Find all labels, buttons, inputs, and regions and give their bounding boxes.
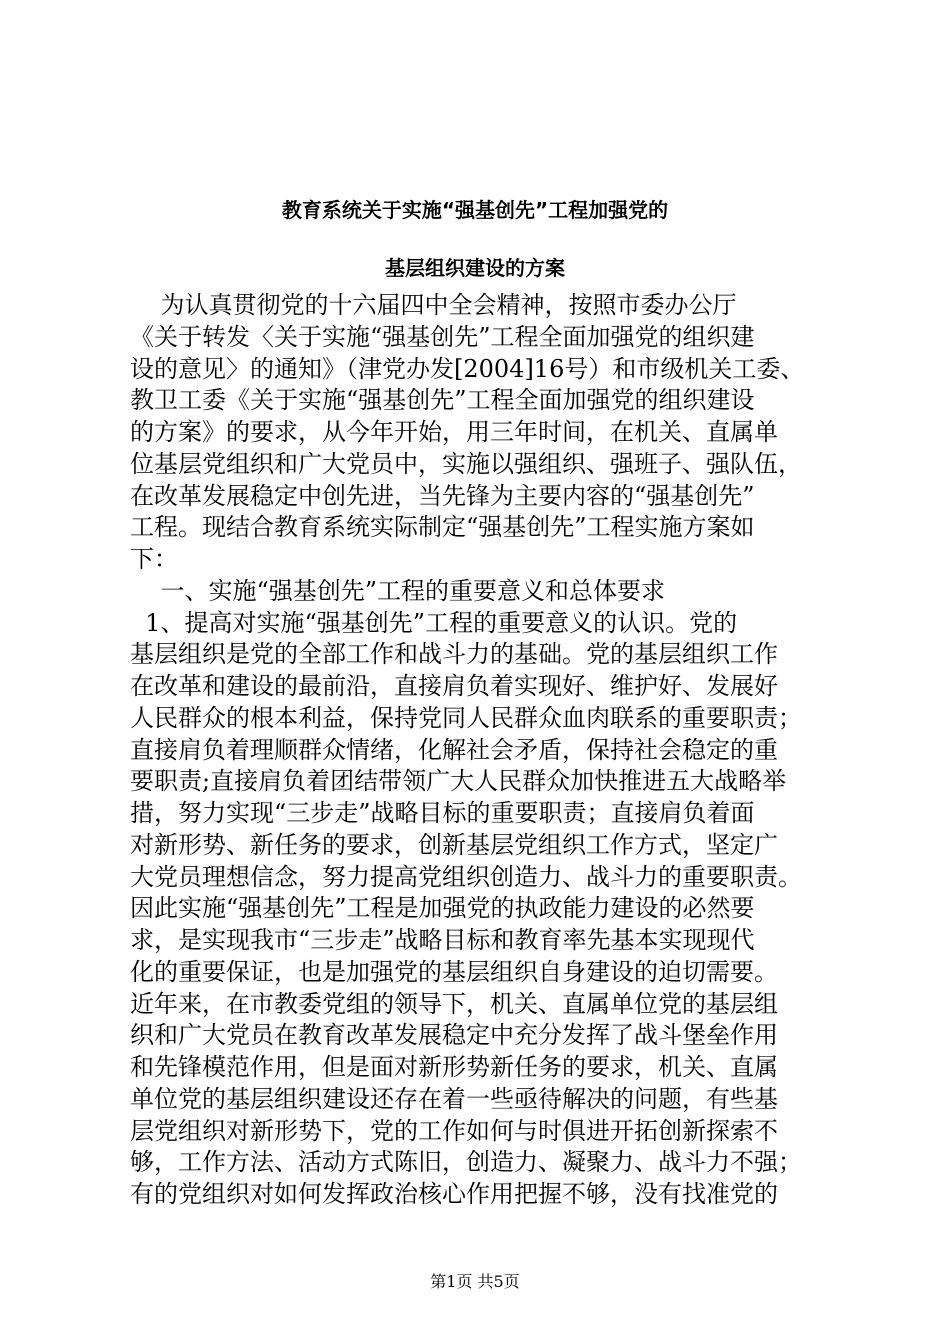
body-text-line: 措，努力实现“三步走”战略目标的重要职责；直接肩负着面 bbox=[130, 799, 755, 827]
body-text-line: 工程。现结合教育系统实际制定“强基创先”工程实施方案如 bbox=[130, 513, 755, 542]
body-text-line: 织和广大党员在教育改革发展稳定中充分发挥了战斗堡垒作用 bbox=[130, 1021, 778, 1050]
body-text-line: 近年来，在市教委党组的领导下，机关、直属单位党的基层组 bbox=[130, 989, 778, 1018]
body-text-line: 层党组织对新形势下，党的工作如何与时俱进开拓创新探索不 bbox=[130, 1116, 778, 1145]
body-text-line: 位基层党组织和广大党员中，实施以强组织、强班子、强队伍， bbox=[130, 449, 802, 478]
body-text-line: 够，工作方法、活动方式陈旧，创造力、凝聚力、战斗力不强； bbox=[130, 1148, 802, 1177]
body-text-line: 化的重要保证，也是加强党的基层组织自身建设的迫切需要。 bbox=[130, 957, 778, 986]
body-text-line: 对新形势、新任务的要求，创新基层党组织工作方式，坚定广 bbox=[130, 830, 778, 859]
body-text-line: 人民群众的根本利益，保持党同人民群众血肉联系的重要职责； bbox=[130, 703, 802, 732]
body-text-line: 大党员理想信念，努力提高党组织创造力、战斗力的重要职责。 bbox=[130, 862, 802, 891]
body-text-line: 《关于转发〈关于实施“强基创先”工程全面加强党的组织建 bbox=[130, 322, 755, 351]
document-title-line-1: 教育系统关于实施“强基创先”工程加强党的 bbox=[281, 198, 669, 222]
body-text-line: 的方案》的要求，从今年开始，用三年时间，在机关、直属单 bbox=[130, 418, 778, 446]
document-body bbox=[130, 290, 830, 1211]
body-text-line: 求，是实现我市“三步走”战略目标和教育率先基本实现现代 bbox=[130, 926, 755, 954]
body-text-line: 1、提高对实施“强基创先”工程的重要意义的认识。党的 bbox=[130, 608, 738, 637]
body-text-line: 要职责;直接肩负着团结带领广大人民群众加快推进五大战略举 bbox=[130, 767, 787, 796]
body-text-line: 基层组织是党的全部工作和战斗力的基础。党的基层组织工作 bbox=[130, 640, 778, 669]
body-text-line: 因此实施“强基创先”工程是加强党的执政能力建设的必然要 bbox=[130, 894, 755, 923]
body-text-line: 在改革发展稳定中创先进，当先锋为主要内容的“强基创先” bbox=[130, 481, 755, 510]
page-footer: 第1页 共5页 bbox=[430, 1272, 520, 1291]
body-text-line: 一、实施“强基创先”工程的重要意义和总体要求 bbox=[130, 576, 666, 605]
body-text-line: 在改革和建设的最前沿，直接肩负着实现好、维护好、发展好 bbox=[130, 672, 778, 700]
body-text-line: 直接肩负着理顺群众情绪，化解社会矛盾，保持社会稳定的重 bbox=[130, 735, 778, 764]
body-text-line: 有的党组织对如何发挥政治核心作用把握不够，没有找准党的 bbox=[130, 1180, 778, 1208]
body-text-line: 教卫工委《关于实施“强基创先”工程全面加强党的组织建设 bbox=[130, 386, 755, 415]
body-text-line: 单位党的基层组织建设还存在着一些亟待解决的问题，有些基 bbox=[130, 1084, 778, 1113]
body-text-line: 为认真贯彻党的十六届四中全会精神，按照市委办公厅 bbox=[130, 291, 737, 319]
document-title-line-2: 基层组织建设的方案 bbox=[385, 256, 565, 280]
body-text-line: 设的意见〉的通知》（津党办发[2004]16号）和市级机关工委、 bbox=[130, 354, 805, 383]
body-text-line: 下： bbox=[130, 545, 178, 573]
body-text-line: 和先锋模范作用，但是面对新形势新任务的要求，机关、直属 bbox=[130, 1053, 778, 1081]
